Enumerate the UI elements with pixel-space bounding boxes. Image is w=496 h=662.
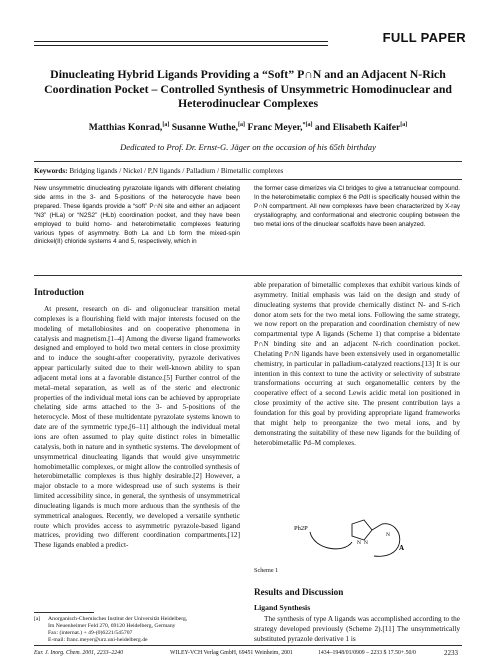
- abstract-right: the former case dimerizes via Cl bridges to give a tetranuclear compound. In the heterobimetallic complex 6 the PdII is specifically housed within the P∩N compartment. All new complexes have been characterized by X-ray crystallography, and conformational and electronic coupling between the two metal ions of the dinuclear scaffolds have been analyzed.: [254, 185, 460, 228]
- pyrazole-n1: N: [357, 540, 361, 546]
- author-name: Susanne Wuthe,: [171, 122, 239, 134]
- pyrazole-ring: [352, 520, 372, 540]
- scheme-caption: Scheme 1: [254, 567, 279, 574]
- dedication: Dedicated to Prof. Dr. Ernst-G. Jäger on the occasion of his 65th birthday: [120, 142, 376, 152]
- intro-right-column: [254, 280, 460, 447]
- ligand-synthesis-heading: Ligand Synthesis: [254, 603, 311, 612]
- intro-left-column: [34, 304, 240, 550]
- author-name: Franc Meyer,: [247, 122, 303, 134]
- section-label: FULL PAPER: [382, 30, 466, 45]
- scheme-ligand-label: A: [399, 544, 405, 552]
- affiliation-mark: [a]: [238, 122, 246, 128]
- keywords-label: Keywords:: [34, 167, 68, 175]
- footnote-mark: [a]: [34, 616, 41, 622]
- paper-title: Dinucleating Hybrid Ligands Providing a “Soft” P∩N and an Adjacent N-Rich Coordination Pocket – Controlled Synthesis of Unsymmetric Homodinuclear and Heterodinuclear Complexes: [44, 67, 452, 110]
- ligand-paragraph: The synthesis of type A ligands was accomplished according to the strategy developed previously (Scheme 2).[11] The unsymmetrically substituted pyrazole derivative 1 is: [254, 614, 460, 643]
- author-name: and Elisabeth Kaifer: [314, 122, 401, 134]
- footer-publisher: WILEY-VCH Verlag GmbH, 69451 Weinheim, 2001: [170, 650, 293, 656]
- affiliation-mark: [a]: [162, 122, 170, 128]
- footer-journal: Eur. J. Inorg. Chem. 2001, 2233–2240: [34, 650, 123, 656]
- page-number: 2233: [444, 649, 458, 657]
- ligand-synthesis-text: [254, 614, 460, 644]
- author-list: [30, 122, 466, 133]
- chelate-arc-left: [310, 532, 352, 549]
- page-footer-rule: [34, 645, 462, 646]
- intro-paragraph: At present, research on di- and oligonuclear transition metal complexes is a flourishing field with major interests focused on the modeling of metallobiosites and on cooperative phenomena in catalysis and magnetism.[1–4] Among the diverse ligand frameworks designed and employed to hold two metal centers in close proximity and to induce the sought-after cooperativity, pyrazole derivatives appear particularly suited due to their well-known ability to span adjacent metal ions at a favorable distance.[5] Further control of the metal–metal separation, as well as of the steric and electronic properties of the individual metal ions can be achieved by appropriate chelating side arms attached to the 3- and 5-positions of the heterocycle. Most of these multidentate pyrazolate systems known to date are of the symmetric type,[6–11] although the individual metal ions are often assumed to play quite distinct roles in bimetallic catalysis, both in nature and in synthetic systems. The development of unsymmetrical dinucleating ligands that would give unsymmetric homobimetallic complexes, or might allow the controlled synthesis of heterobimetallic complexes is thus highly desirable.[2] However, a major obstacle to a more widespread use of such systems is their limited accessibility since, in general, the synthesis of unsymmetrical dinucleating ligands is much more arduous than the synthesis of the symmetrical analogues. Recently, we developed a versatile synthetic route which provides access to asymmetric pyrazole-based ligand matrices, providing two different coordination compartments.[12] These ligands enabled a predict-: [34, 304, 240, 550]
- keywords-rule-bottom: [34, 179, 462, 180]
- chelate-arc-right: [374, 524, 400, 557]
- scheme-1-structure: [254, 510, 464, 568]
- keywords-text: Bridging ligands / Nickel / P,N ligands / Palladium / Bimetallic complexes: [69, 167, 284, 175]
- keywords-line: [34, 167, 462, 175]
- affiliation-mark: [a]: [400, 122, 408, 128]
- footnote-line: Fax: (internat.) + 49-(0)6221/545707: [48, 630, 133, 636]
- footnote-line: Im Neuenheimer Feld 270, 69120 Heidelberg, Germany: [48, 623, 176, 629]
- footnote-line: E-mail: franc.meyer@urz.uni-heidelberg.de: [48, 637, 148, 643]
- side-arm-bond: [372, 524, 382, 530]
- footnote-rule: [34, 612, 94, 613]
- footer-issn: 1434–1948/01/0909 – 2233 $ 17.50+.50/0: [318, 650, 416, 656]
- header-rule-thin: [34, 45, 328, 46]
- abstract-rule: [34, 275, 462, 276]
- results-heading: Results and Discussion: [254, 587, 344, 597]
- affiliation-footnote: [34, 616, 244, 644]
- pyrazole-n2: N: [364, 540, 368, 546]
- ph2p-label: Ph2P: [294, 525, 308, 532]
- affiliation-mark: *[a]: [302, 122, 313, 128]
- abstract-left: New unsymmetric dinucleating pyrazolate ligands with different chelating side arms in the 3- and 5-positions of the heterocycle have been prepared. These ligands provide a “soft” P∩N site and either an adjacent “N3” (HLa) or “N2S2” (HLb) coordination pocket, and they have been employed to build homo- and heterobimetallic complexes featuring various types of asymmetry. Both La and Lb form the mixed-spin dinickel(II) chloride systems 4 and 5, respectively, which in: [34, 185, 240, 246]
- intro-heading: Introduction: [34, 287, 84, 297]
- side-arm-n: N: [386, 532, 390, 538]
- header-rule: [34, 41, 328, 42]
- keywords-rule-top: [34, 161, 462, 162]
- author-name: Matthias Konrad,: [88, 122, 163, 134]
- footnote-line: Anorganisch-Chemisches Institut der Universität Heidelberg,: [48, 616, 188, 622]
- intro-paragraph-cont: able preparation of bimetallic complexes that exhibit various kinds of asymmetry. Initial emphasis was laid on the design and study of dinucleating systems that provide chemically distinct N- and S-rich donor atom sets for the two metal ions. Following the same strategy, we now report on the preparation and coordination chemistry of new compartmental type A ligands (Scheme 1) that comprise a bidentate P∩N binding site and an adjacent N-rich coordination pocket. Chelating P∩N ligands have been extensively used in organometallic chemistry, in particular in palladium-catalyzed reactions.[13] It is our intention in this context to tune the activity or selectivity of substrate transformations occurring at such organometallic centers by the cooperative effect of a second Lewis acidic metal ion positioned in close proximity of the active site. The present contribution lays a foundation for this goal by providing appropriate ligand frameworks that might help to preorganize the two metal ions, and by demonstrating the suitability of these new ligands for the building of heterobimetallic Pd–M complexes.: [254, 280, 460, 447]
